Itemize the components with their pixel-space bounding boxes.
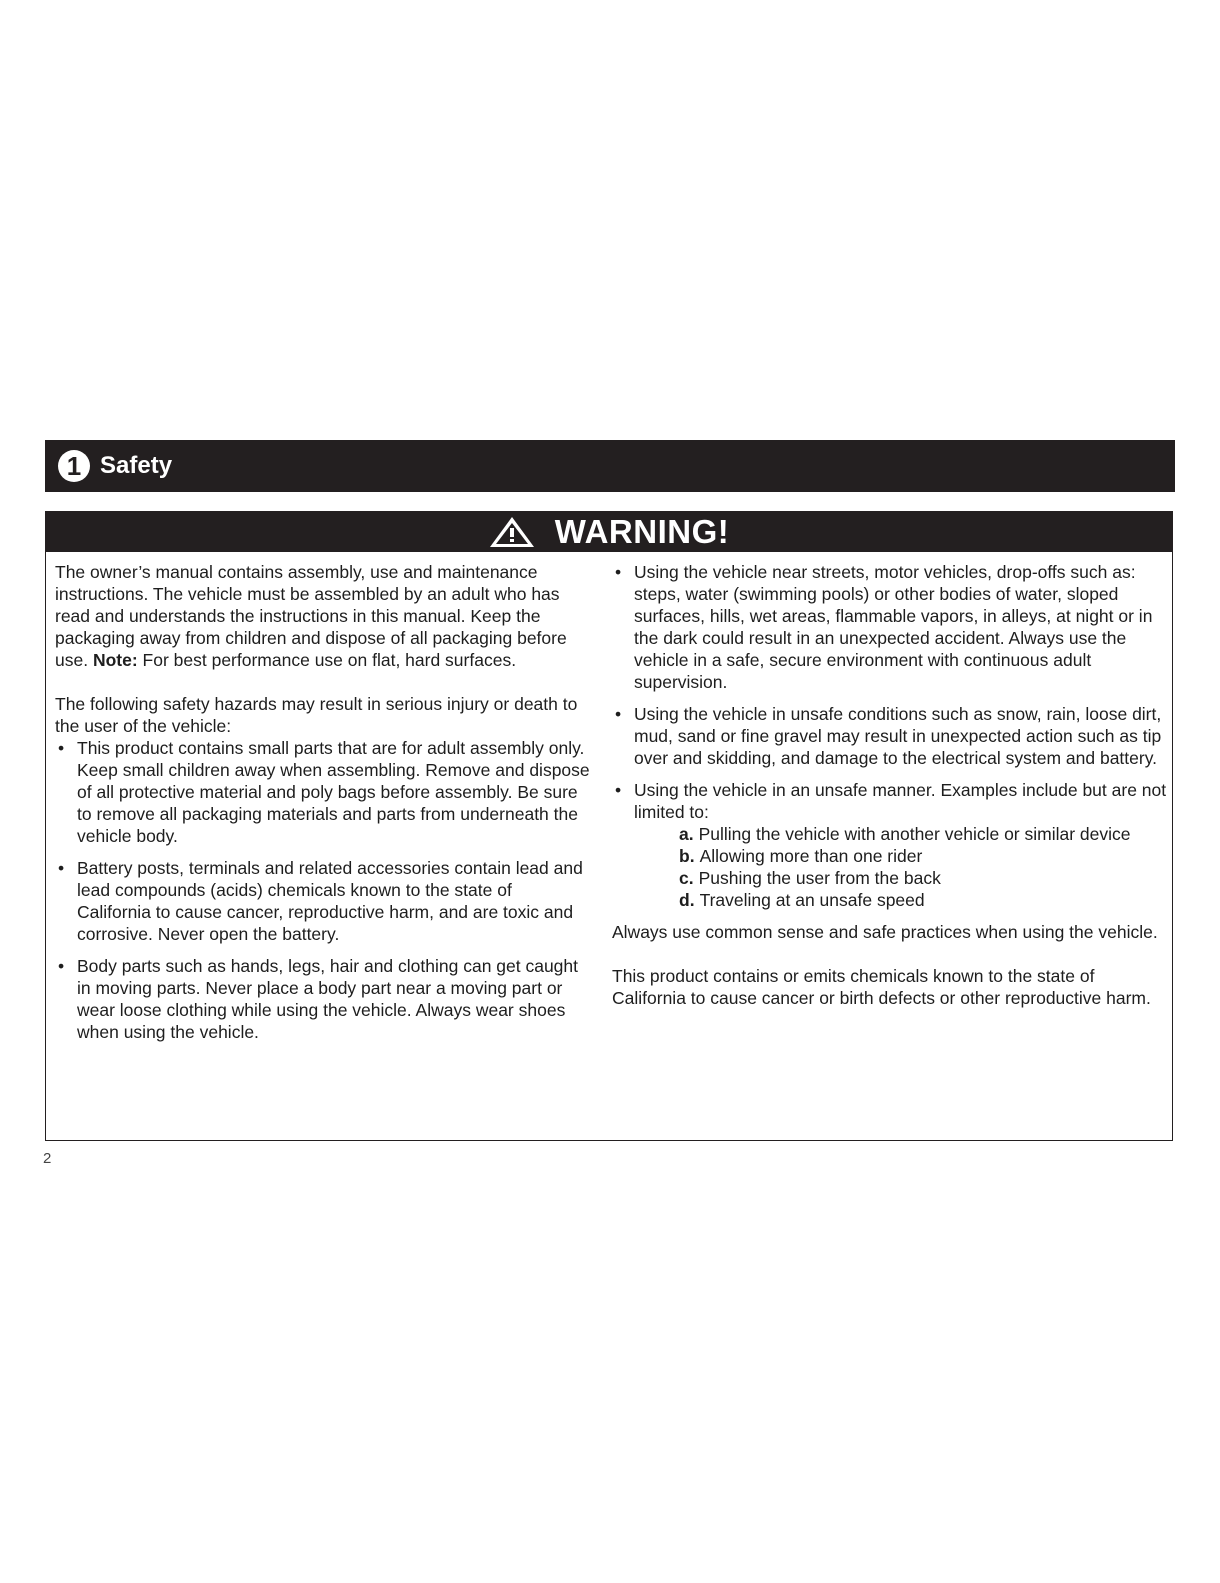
section-header: [45, 440, 1175, 492]
left-column: [55, 561, 590, 1053]
warning-title: WARNING!: [554, 513, 730, 550]
section-number-badge: 1: [58, 450, 90, 482]
sub-list-item: [679, 845, 1167, 867]
right-hazard-list: [612, 561, 1167, 911]
prop65-paragraph: This product contains or emits chemicals known to the state of California to cause cancer or birth defects or other reproductive harm.: [612, 966, 1151, 1008]
sub-letter: b.: [679, 846, 695, 866]
list-item: • Battery posts, terminals and related accessories contain lead and lead compounds (acids) chemicals known to the state of California to cause cancer, reproductive harm, and are toxic and corrosive. Never open the battery.: [55, 857, 590, 945]
sub-letter: d.: [679, 890, 695, 910]
intro-text: The owner’s manual contains assembly, use and maintenance instructions. The vehicle must be assembled by an adult who has read and understands the instructions in this manual. Keep the packaging away from children and dispose of all packaging before use.: [55, 562, 567, 670]
warning-header: [46, 512, 1172, 552]
sub-text: Allowing more than one rider: [699, 846, 923, 866]
warning-triangle-icon: [489, 516, 535, 548]
left-hazard-list: [55, 737, 590, 1043]
sub-list-item: [679, 867, 1167, 889]
sub-list-item: [679, 823, 1167, 845]
sub-text: Pulling the vehicle with another vehicle or similar device: [698, 824, 1131, 844]
unsafe-manner-text: Using the vehicle in an unsafe manner. Examples include but are not limited to:: [634, 780, 1167, 822]
note-label: Note:: [92, 650, 138, 670]
list-item: • Using the vehicle in unsafe conditions such as snow, rain, loose dirt, mud, sand or fine gravel may result in unexpected action such as tip over and skidding, and damage to the electrical system and battery.: [612, 703, 1167, 769]
section-title: Safety: [100, 452, 173, 479]
unsafe-examples-list: [634, 823, 1167, 911]
sub-letter: c.: [679, 868, 694, 888]
note-text: For best performance use on flat, hard surfaces.: [137, 650, 517, 670]
common-sense-paragraph: Always use common sense and safe practices when using the vehicle.: [612, 922, 1158, 942]
sub-text: Pushing the user from the back: [698, 868, 941, 888]
sub-list-item: [679, 889, 1167, 911]
list-item: • Using the vehicle near streets, motor vehicles, drop-offs such as: steps, water (swimming pools) or other bodies of water, sloped surfaces, hills, wet areas, flammable vapors, in alleys, at night or in the dark could result in an unexpected accident. Always use the vehicle in a safe, secure environment with continuous adult supervision.: [612, 561, 1167, 693]
warning-box: [45, 511, 1173, 1141]
right-column: [612, 561, 1167, 1009]
intro-paragraph: [55, 561, 590, 671]
page-number: 2: [43, 1150, 52, 1167]
list-item: • Body parts such as hands, legs, hair and clothing can get caught in moving parts. Never place a body part near a moving part or wear loose clothing while using the vehicle. Always wear shoes when using the vehicle.: [55, 955, 590, 1043]
hazards-intro: The following safety hazards may result in serious injury or death to the user of the vehicle:: [55, 694, 578, 736]
list-item: • This product contains small parts that are for adult assembly only. Keep small children away when assembling. Remove and dispose of all protective material and poly bags before assembly. Be sure to remove all packaging materials and parts from underneath the vehicle body.: [55, 737, 590, 847]
sub-text: Traveling at an unsafe speed: [699, 890, 925, 910]
sub-letter: a.: [679, 824, 694, 844]
list-item: [612, 779, 1167, 911]
